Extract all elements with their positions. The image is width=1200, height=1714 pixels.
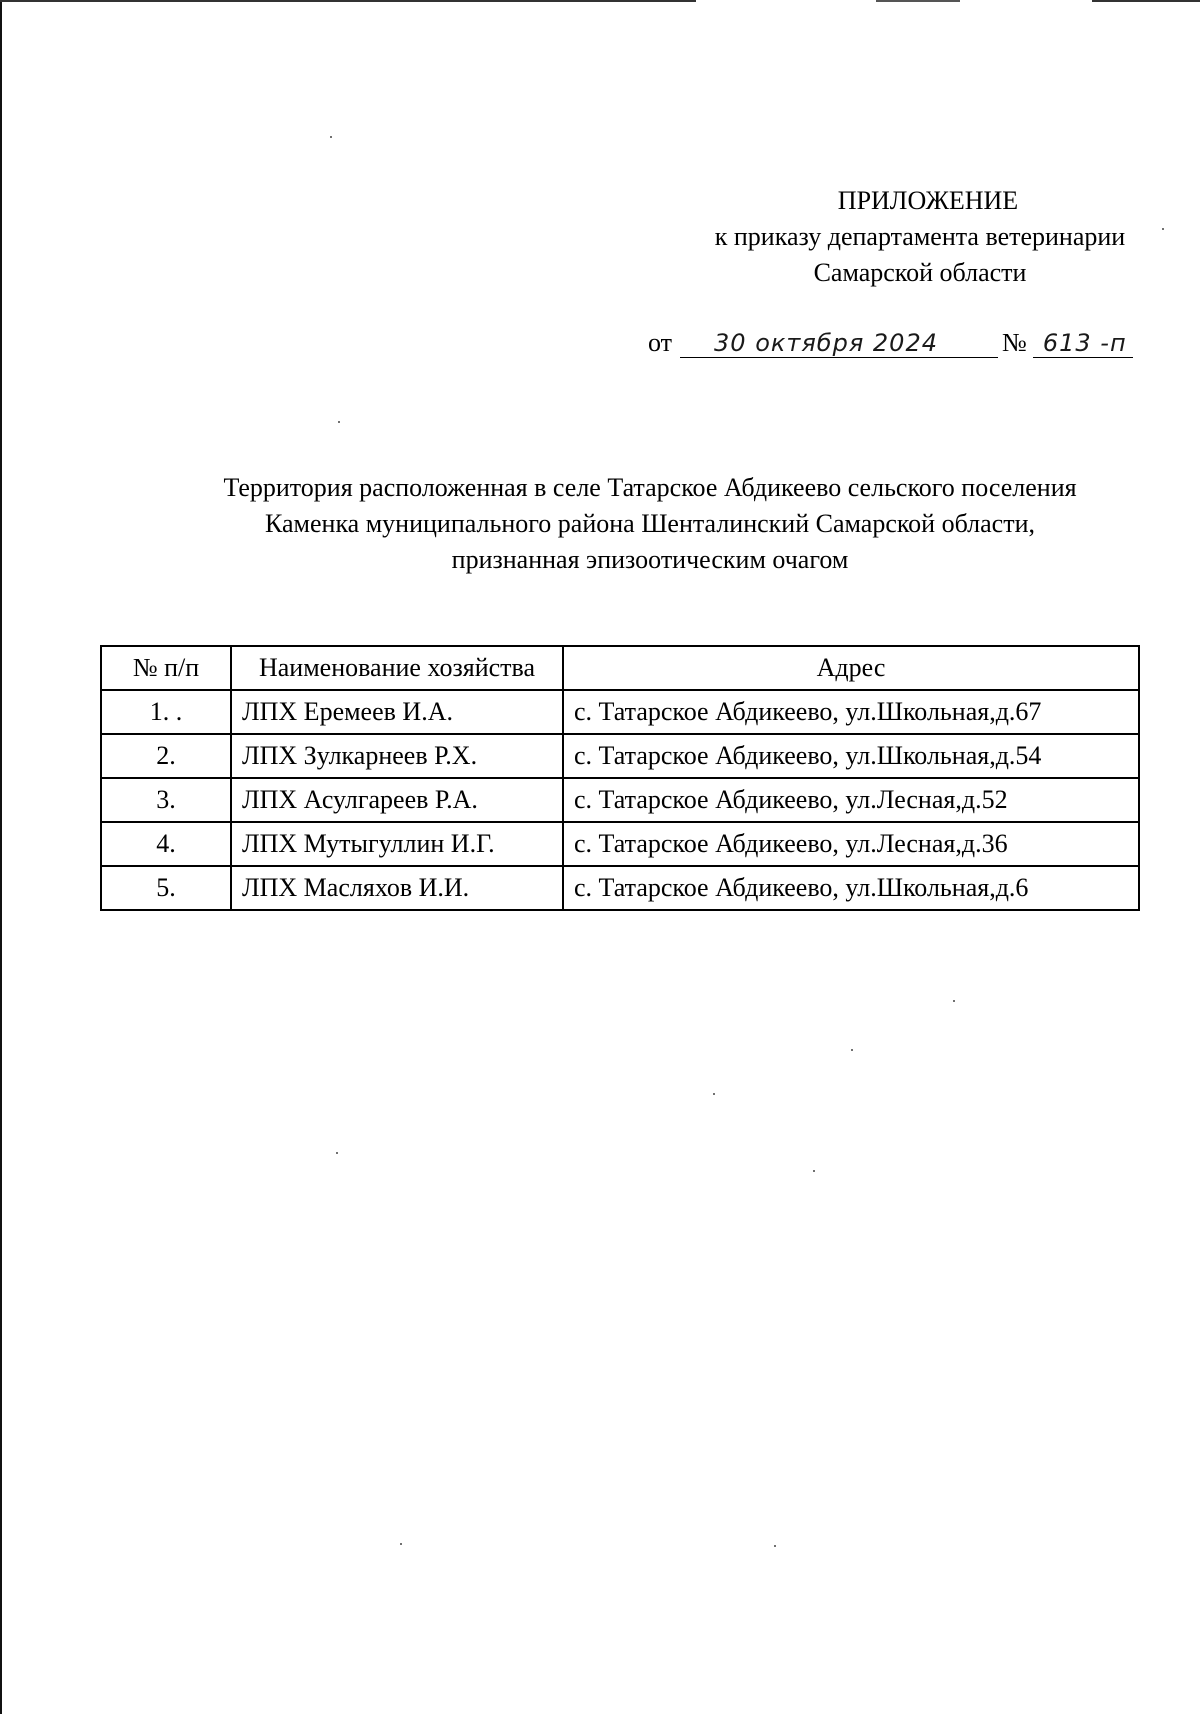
row-number: 1. . bbox=[101, 690, 231, 734]
order-date-handwritten: 30 октября 2024 bbox=[680, 328, 998, 358]
scan-edge bbox=[0, 0, 2, 1714]
appendix-line-order: к приказу департамента ветеринарии bbox=[714, 222, 1126, 251]
row-address: с. Татарское Абдикеево, ул.Школьная,д.67 bbox=[563, 690, 1139, 734]
scan-edge-top bbox=[0, 0, 1200, 2]
scan-speck bbox=[813, 1170, 815, 1172]
header-farm-name: Наименование хозяйства bbox=[231, 646, 563, 690]
table-row bbox=[101, 866, 1139, 910]
row-number: 5. bbox=[101, 866, 231, 910]
farms-table bbox=[100, 645, 1140, 911]
heading-line: признанная эпизоотическим очагом bbox=[451, 545, 849, 574]
table-row bbox=[101, 734, 1139, 778]
scan-speck bbox=[338, 421, 340, 423]
scan-speck bbox=[400, 1543, 402, 1545]
scan-speck bbox=[713, 1093, 715, 1095]
table-row bbox=[101, 822, 1139, 866]
heading-line: Территория расположенная в селе Татарское Абдикеево сельского поселения bbox=[223, 473, 1077, 502]
scan-speck bbox=[774, 1545, 776, 1547]
row-number: 4. bbox=[101, 822, 231, 866]
appendix-line-region: Самарской области bbox=[813, 258, 1027, 287]
row-farm-name: ЛПХ Мутыгуллин И.Г. bbox=[231, 822, 563, 866]
row-address: с. Татарское Абдикеево, ул.Школьная,д.6 bbox=[563, 866, 1139, 910]
row-number: 3. bbox=[101, 778, 231, 822]
table-header-row bbox=[101, 646, 1139, 690]
appendix-title: ПРИЛОЖЕНИЕ bbox=[837, 186, 1019, 215]
row-address: с. Татарское Абдикеево, ул.Школьная,д.54 bbox=[563, 734, 1139, 778]
scan-speck bbox=[953, 1000, 955, 1002]
order-from-label: от bbox=[648, 328, 673, 357]
header-number: № п/п bbox=[101, 646, 231, 690]
scan-speck bbox=[336, 1152, 338, 1154]
header-address: Адрес bbox=[563, 646, 1139, 690]
row-farm-name: ЛПХ Асулгареев Р.А. bbox=[231, 778, 563, 822]
order-number-handwritten: 613 -п bbox=[1033, 328, 1133, 358]
row-number: 2. bbox=[101, 734, 231, 778]
scan-speck bbox=[851, 1049, 853, 1051]
row-farm-name: ЛПХ Масляхов И.И. bbox=[231, 866, 563, 910]
row-address: с. Татарское Абдикеево, ул.Лесная,д.52 bbox=[563, 778, 1139, 822]
order-reference bbox=[648, 328, 1133, 358]
scan-speck bbox=[330, 136, 332, 138]
row-farm-name: ЛПХ Еремеев И.А. bbox=[231, 690, 563, 734]
table-row bbox=[101, 690, 1139, 734]
document-heading bbox=[150, 470, 1150, 578]
heading-line: Каменка муниципального района Шенталинский Самарской области, bbox=[265, 509, 1035, 538]
order-number-label: № bbox=[1002, 328, 1027, 357]
appendix-block bbox=[640, 183, 1200, 291]
row-farm-name: ЛПХ Зулкарнеев Р.Х. bbox=[231, 734, 563, 778]
table-row bbox=[101, 778, 1139, 822]
row-address: с. Татарское Абдикеево, ул.Лесная,д.36 bbox=[563, 822, 1139, 866]
